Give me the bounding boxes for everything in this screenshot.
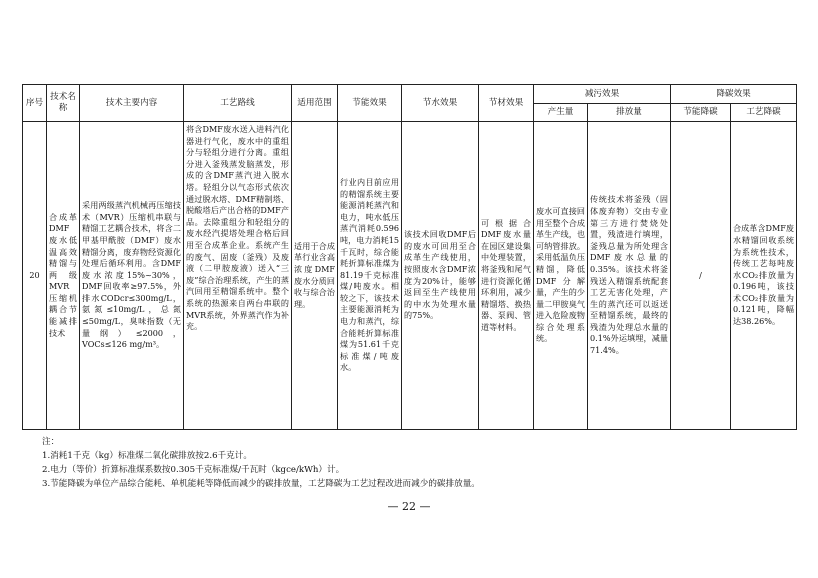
header-carbon-process: 工艺降碳 bbox=[731, 104, 797, 122]
cell-scope: 适用于合成革行业含高浓度DMF废水分质回收与综合治理。 bbox=[292, 122, 338, 430]
note-item: 1.消耗1千克（kg）标准煤二氧化碳排放按2.6千克计。 bbox=[42, 451, 252, 461]
cell-process-route: 将含DMF废水送入进料汽化器进行气化，废水中的重组分与轻组分进行分离。重组分进入釜残蒸发脑蒸发，形成的含DMF蒸汽进入脱水塔。轻组分以气态形式依次通过脱水塔、DMF精制塔、脱酸塔后产出合格的DMF产品。去除重组分和轻组分的废水经汽提塔处理合格后回用至合成革企业。系统产生的废气、固废（釜残）及废液（二甲胺废液）送入“三废”综合治理系统，产生的蒸汽回用至精馏系统中。整个系统的热源来自两台串联的MVR系统，外界蒸汽作为补充。 bbox=[184, 122, 292, 430]
table-row bbox=[23, 122, 797, 430]
header-tech-name: 技术名称 bbox=[47, 85, 80, 122]
cell-tech-name: 合成革DMF废水低温高效精馏与两级MVR压缩机耦合节能减排技术 bbox=[47, 122, 80, 430]
cell-energy-effect: 行业内目前应用的精馏系统主要能源消耗蒸汽和电力，吨水低压蒸汽消耗0.596吨，电力消耗15千瓦时，综合能耗折算标准煤为81.19千克标准煤/吨废水。相较之下，该技术主要能源消耗为电力和蒸汽，综合能耗折算标准煤为51.61千克标准煤/吨废水。 bbox=[338, 122, 402, 430]
header-main-content: 技术主要内容 bbox=[80, 85, 184, 122]
notes-label: 注： bbox=[42, 437, 60, 447]
notes-section bbox=[42, 435, 782, 491]
header-seq: 序号 bbox=[23, 85, 47, 122]
cell-pollution-generated: 废水可直接回用至整个合成革生产线，也可纳管排放。采用低温负压精馏，降低DMF分解量，产生的少量二甲胺臭气进入危险废物综合处理系统。 bbox=[534, 122, 588, 430]
header-pollution-group: 减污效果 bbox=[534, 85, 671, 104]
header-energy-effect: 节能效果 bbox=[338, 85, 402, 122]
cell-seq: 20 bbox=[23, 122, 47, 430]
header-material-effect: 节材效果 bbox=[479, 85, 534, 122]
header-pollution-generated: 产生量 bbox=[534, 104, 588, 122]
note-item: 2.电力（等价）折算标准煤系数按0.305千克标准煤/千瓦时（kgce/kWh）计。 bbox=[42, 465, 345, 475]
page-number: — 22 — bbox=[387, 500, 431, 513]
cell-carbon-process: 合成革含DMF废水精馏回收系统为系统性技术，传统工艺每吨废水CO₂排放量为0.196吨，该技术CO₂排放量为0.121吨，降幅达38.26%。 bbox=[731, 122, 797, 430]
cell-pollution-emitted: 传统技术将釜残（固体废弃物）交由专业第三方进行焚烧处置，残渣进行填埋，釜残总量为所处理含DMF废水总量的0.35%。该技术将釜残送入精馏系统配套工艺无害化处理，产生的蒸汽还可以返送至精馏系统，最终的残渣为处理总水量的0.1%外运填埋，减量71.4%。 bbox=[588, 122, 671, 430]
header-carbon-energy: 节能降碳 bbox=[671, 104, 731, 122]
technology-table bbox=[22, 84, 797, 430]
cell-carbon-energy: / bbox=[671, 122, 731, 430]
cell-material-effect: 可根据合DMF废水量在园区建设集中处理装置，将釜残和尾气进行资源化循环利用，减少精馏塔、换热器、泵阀、管道等材料。 bbox=[479, 122, 534, 430]
header-pollution-emitted: 排放量 bbox=[588, 104, 671, 122]
header-carbon-group: 降碳效果 bbox=[671, 85, 797, 104]
header-water-effect: 节水效果 bbox=[402, 85, 479, 122]
header-process-route: 工艺路线 bbox=[184, 85, 292, 122]
header-scope: 适用范围 bbox=[292, 85, 338, 122]
note-item: 3.节能降碳为单位产品综合能耗、单机能耗等降低而减少的碳排放量，工艺降碳为工艺过程改进而减少的碳排放量。 bbox=[42, 479, 480, 489]
cell-water-effect: 该技术回收DMF后的废水可回用至合成革生产线使用，按照废水含DMF浓度为20%计，能够返回至生产线使用的中水为处理水量的75%。 bbox=[402, 122, 479, 430]
cell-main-content: 采用两级蒸汽机械再压缩技术（MVR）压缩机串联与精馏工艺耦合技术，将含二甲基甲酰胺（DMF）废水精馏分离，废弃物经资源化处理后循环利用。含DMF废水浓度15%~30%，DMF回收率≥97.5%，外排水CODcr≤300mg/L，氨氮≤10mg/L，总氮≤50mg/L，臭味指数（无量纲）≤2000，VOCs≤126 mg/m³。 bbox=[80, 122, 184, 430]
